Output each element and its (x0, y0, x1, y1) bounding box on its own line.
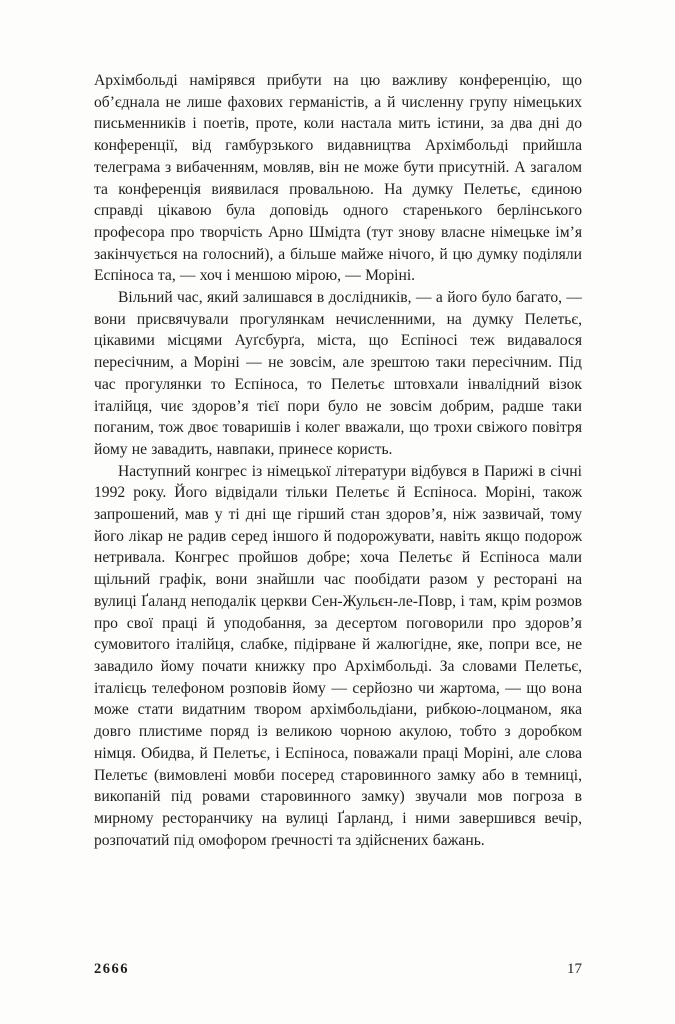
book-page-text-block (94, 70, 582, 851)
page-footer (94, 961, 582, 978)
page-number: 17 (567, 961, 582, 977)
paragraph-1: Архімбольді намірявся прибути на цю важливу конференцію, що об’єднала не лише фахових германістів, а й численну групу німецьких письменників і поетів, проте, коли настала мить істини, за два дні до конференції, від гамбурзького видавництва Архімбольді прийшла телеграма з вибаченням, мовляв, він не може бути присутній. А загалом та конференція виявилася провальною. На думку Пелетьє, єдиною справді цікавою була доповідь одного старенького берлінського професора про творчість Арно Шмідта (тут знову власне німецьке ім’я закінчується на голосний), а більше майже нічого, й цю думку поділяли Еспіноса та, — хоч і меншою мірою, — Моріні. (94, 72, 582, 285)
running-footer-book-title: 2666 (94, 961, 129, 977)
paragraph-2: Вільний час, який залишався в дослідників, — а його було багато, — вони присвячували прогулянкам нечисленними, на думку Пелетьє, цікавими місцями Ауґсбурґа, міста, що Еспіносі теж видавалося пересічним, а Моріні — не зовсім, але зрештою таки пересічним. Під час прогулянки то Еспіноса, то Пелетьє штовхали інвалідний візок італійця, чиє здоров’я тієї пори було не зовсім добрим, радше таки поганим, тож двоє товаришів і колег вважали, що трохи свіжого повітря йому не завадить, навпаки, принесе користь. (94, 289, 582, 458)
paragraph-3: Наступний конгрес із німецької літератури відбувся в Парижі в січні 1992 року. Його відвідали тільки Пелетьє й Еспіноса. Моріні, також запрошений, мав у ті дні ще гірший стан здоров’я, ніж зазвичай, тому його лікар не радив серед іншого й подорожувати, навіть якщо подорож нетривала. Конгрес пройшов добре; хоча Пелетьє й Еспіноса мали щільний графік, вони знайшли час пообідати разом у ресторані на вулиці Ґаланд неподалік церкви Сен-Жульєн-ле-Повр, і там, крім розмов про свої праці й уподобання, за десертом поговорили про здоров’я сумовитого італійця, слабке, підірване й жалюгідне, яке, попри все, не завадило йому почати книжку про Архімбольді. За словами Пелетьє, італієць телефоном розповів йому — серйозно чи жартома, — що вона може стати видатним твором архімбольдіани, рибкою-лоцманом, яка довго плистиме поряд із великою чорною акулою, тобто з доробком німця. Обидва, й Пелетьє, і Еспіноса, поважали праці Моріні, але слова Пелетьє (вимовлені мовби посеред старовинного замку або в темниці, викопаній під ровами старовинного замку) звучали мов погроза в мирному ресторанчику на вулиці Ґарланд, і ними завершився вечір, розпочатий під омофором ґречності та здійснених бажань. (94, 462, 582, 849)
